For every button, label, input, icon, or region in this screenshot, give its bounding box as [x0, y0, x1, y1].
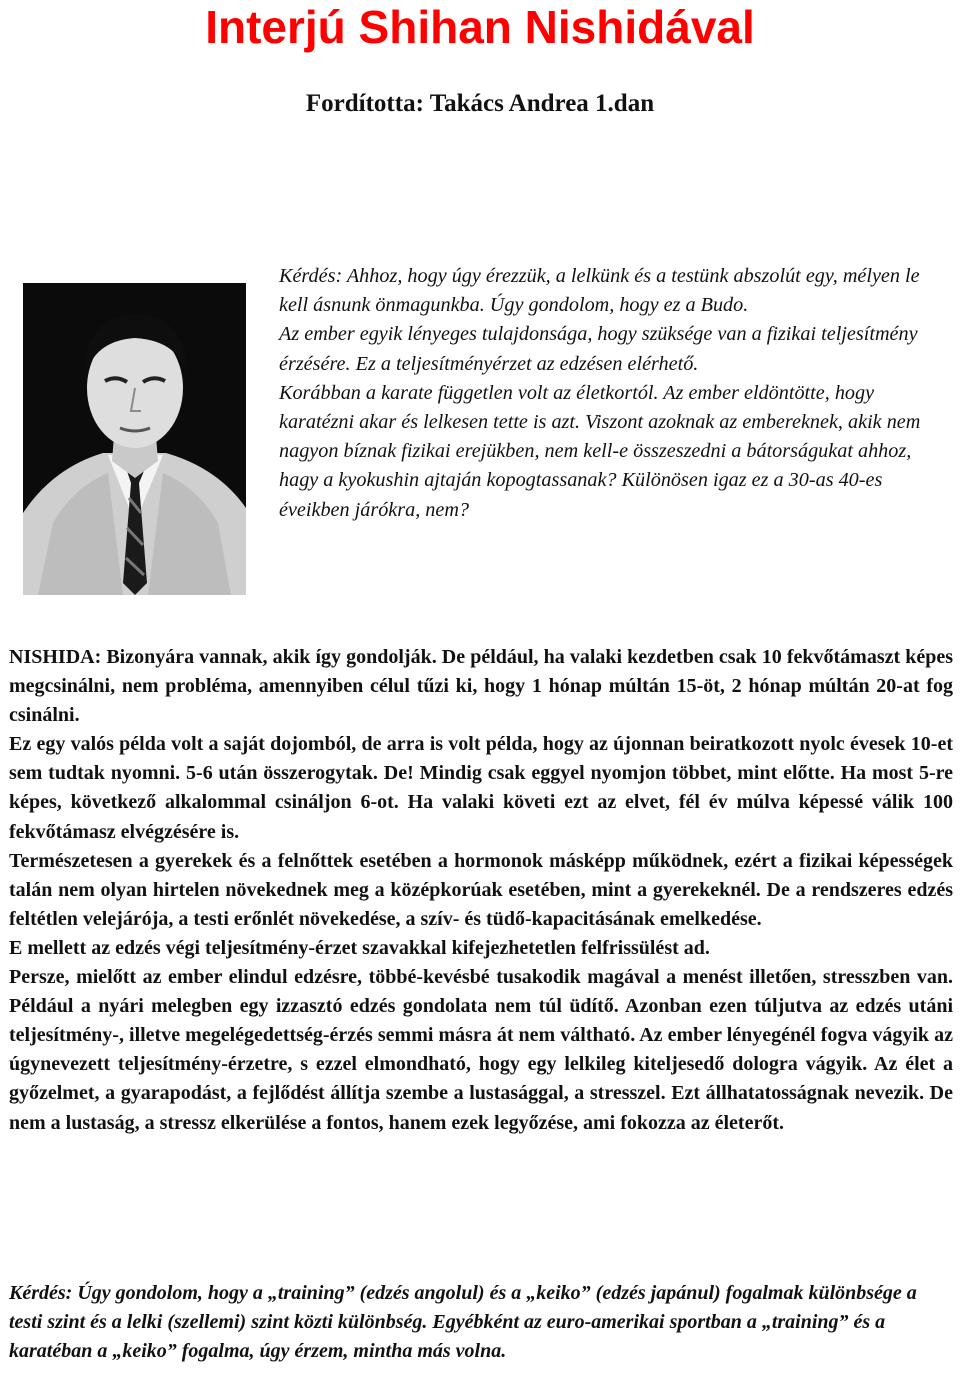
question-1-paragraph: Kérdés: Ahhoz, hogy úgy érezzük, a lelkünk és a testünk abszolút egy, mélyen le kell ásnunk önmagunkba. Úgy gondolom, hogy ez a Budo.: [279, 265, 920, 317]
answer-paragraph: Ez egy valós példa volt a saját dojomból, de arra is volt példa, hogy az újonnan beiratkozott nyolc évesek 10-et sem tudtak nyomni. 5-6 után összerogytak. De! Mindig csak eggyel nyomjon többet, mint előtte. Ha most 5-re képes, következő alkalommal csináljon 6-ot. Ha valaki követi ezt az elvet, fél év múlva képessé válik 100 fekvőtámasz elvégzésére is.: [9, 733, 953, 843]
answer-paragraph: Persze, mielőtt az ember elindul edzésre, többé-kevésbé tusakodik magával a menést illetően, stresszben van. Például a nyári melegben egy izzasztó edzés gondolata nem túl üdítő. Azonban ezen túljutva az edzés utáni teljesítmény-, illetve megelégedettség-érzés semmi másra át nem váltható. Az ember lényegénél fogva vágyik az úgynevezett teljesítmény-érzetre, s ezzel elmondható, hogy egy lelkileg kiteljesedő dologra vágyik. Az élet a győzelmet, a gyarapodást, a fejlődést állítja szembe a lustasággal, a stresszel. Ezt állhatatosságnak nevezik. De nem a lustaság, a stressz elkerülése a fontos, hanem ezek legyőzése, ami fokozza az életerőt.: [9, 966, 953, 1134]
question-1-paragraph: Korábban a karate független volt az életkortól. Az ember eldöntötte, hogy karatézni akar és lelkesen tette is azt. Viszont azoknak az embereknek, akik nem nagyon bíznak fizikai erejükben, nem kell-e összeszedni a bátorságukat ahhoz, hagy a kyokushin ajtaján kopogtassanak? Különösen igaz ez a 30-as 40-es éveikben járókra, nem?: [279, 381, 921, 521]
answer-paragraph: Természetesen a gyerekek és a felnőttek esetében a hormonok másképp működnek, ezért a fizikai képességek talán nem olyan hirtelen növekednek meg a középkorúak esetében, mint a gyerekeknél. De a rendszeres edzés feltétlen velejárója, a testi erőnlét növekedése, a szív- és tüdő-kapacitásának emelkedése.: [9, 849, 953, 930]
answer-paragraph: E mellett az edzés végi teljesítmény-érzet szavakkal kifejezhetetlen felfrissülést ad.: [9, 936, 710, 959]
article-title: Interjú Shihan Nishidával: [205, 1, 755, 53]
question-1-paragraph: Az ember egyik lényeges tulajdonsága, hogy szüksége van a fizikai teljesítmény érzésére. Ez a teljesítményérzet az edzésen elérhető.: [279, 323, 918, 375]
translator-credit: Fordította: Takács Andrea 1.dan: [305, 90, 655, 117]
question-2: Kérdés: Úgy gondolom, hogy a „training” (edzés angolul) és a „keiko” (edzés japánul) fogalmak különbsége a testi szint és a lelki (szellemi) szint közti különbség. Egyébként az euro-amerikai sportban a „training” és a karatéban a „keiko” fogalma, úgy érzem, mintha más volna.: [9, 1282, 917, 1362]
portrait-image: [23, 283, 246, 595]
answer-1: [9, 643, 953, 1138]
question-1: [279, 262, 951, 525]
portrait-photo: [23, 283, 246, 595]
answer-paragraph: NISHIDA: Bizonyára vannak, akik így gondolják. De például, ha valaki kezdetben csak 10 fekvőtámaszt képes megcsinálni, nem probléma, amennyiben célul tűzi ki, hogy 1 hónap múltán 15-öt, 2 hónap múltán 20-at fog csinálni.: [9, 646, 953, 727]
